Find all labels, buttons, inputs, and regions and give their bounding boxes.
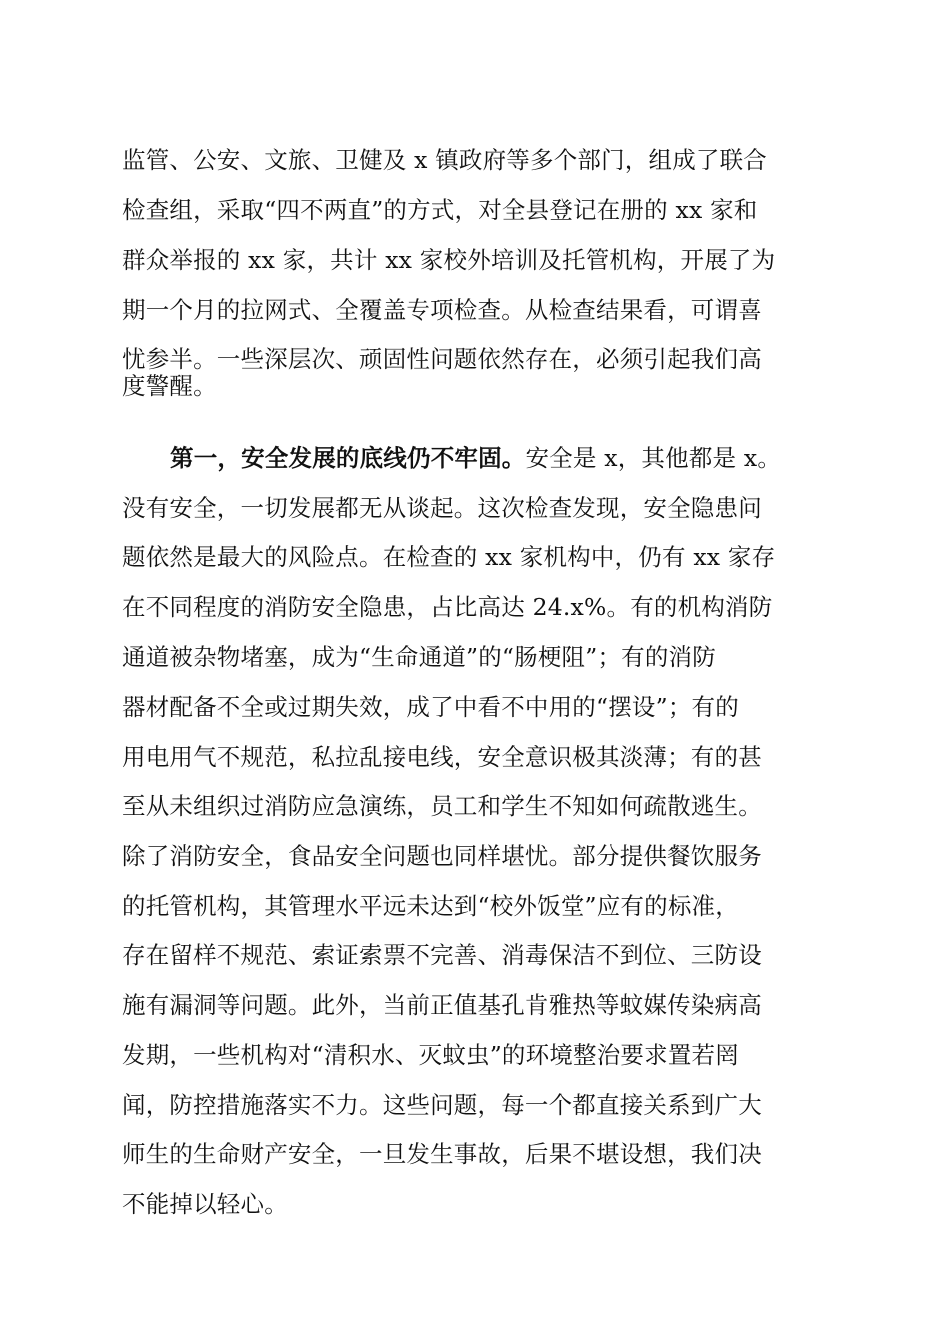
paragraph-line: 师生的生命财产安全，一旦发生事故，后果不堪设想，我们决 [122,1140,762,1168]
paragraph-line: 不能掉以轻心。 [122,1190,288,1218]
paragraph-line: 群众举报的 xx 家，共计 xx 家校外培训及托管机构，开展了为 [122,246,776,274]
paragraph-line: 器材配备不全或过期失效，成了中看不中用的“摆设”；有的 [122,693,739,721]
paragraph-line: 在不同程度的消防安全隐患，占比高达 24.x%。有的机构消防 [122,593,773,621]
paragraph-line: 度警醒。 [122,372,217,400]
paragraph-line: 施有漏洞等问题。此外，当前正值基孔肯雅热等蚊媒传染病高 [122,991,762,1019]
paragraph-line: 的托管机构，其管理水平远未达到“校外饭堂”应有的标准， [122,892,739,920]
paragraph-line: 发期，一些机构对“清积水、灭蚊虫”的环境整治要求置若罔 [122,1041,739,1069]
section-heading: 第一，安全发展的底线仍不牢固。 [170,444,526,472]
paragraph-line: 通道被杂物堵塞，成为“生命通道”的“肠梗阻”；有的消防 [122,643,716,671]
paragraph-line: 期一个月的拉网式、全覆盖专项检查。从检查结果看，可谓喜 [122,296,762,324]
heading-continuation: 安全是 x，其他都是 x。 [525,444,782,472]
paragraph-line: 忧参半。一些深层次、顽固性问题依然存在，必须引起我们高 [122,345,762,373]
paragraph-line: 没有安全，一切发展都无从谈起。这次检查发现，安全隐患问 [122,494,762,522]
paragraph-line: 至从未组织过消防应急演练，员工和学生不知如何疏散逃生。 [122,792,762,820]
paragraph-line: 存在留样不规范、索证索票不完善、消毒保洁不到位、三防设 [122,941,762,969]
paragraph-line: 检查组，采取“四不两直”的方式，对全县登记在册的 xx 家和 [122,196,758,224]
paragraph-line: 用电用气不规范，私拉乱接电线，安全意识极其淡薄；有的甚 [122,743,762,771]
paragraph-line: 题依然是最大的风险点。在检查的 xx 家机构中，仍有 xx 家存 [122,543,776,571]
paragraph-line: 除了消防安全，食品安全问题也同样堪忧。部分提供餐饮服务 [122,842,762,870]
paragraph-line: 监管、公安、文旅、卫健及 x 镇政府等多个部门，组成了联合 [122,146,767,174]
paragraph-line: 闻，防控措施落实不力。这些问题，每一个都直接关系到广大 [122,1091,762,1119]
paragraph-first-line [170,442,781,474]
